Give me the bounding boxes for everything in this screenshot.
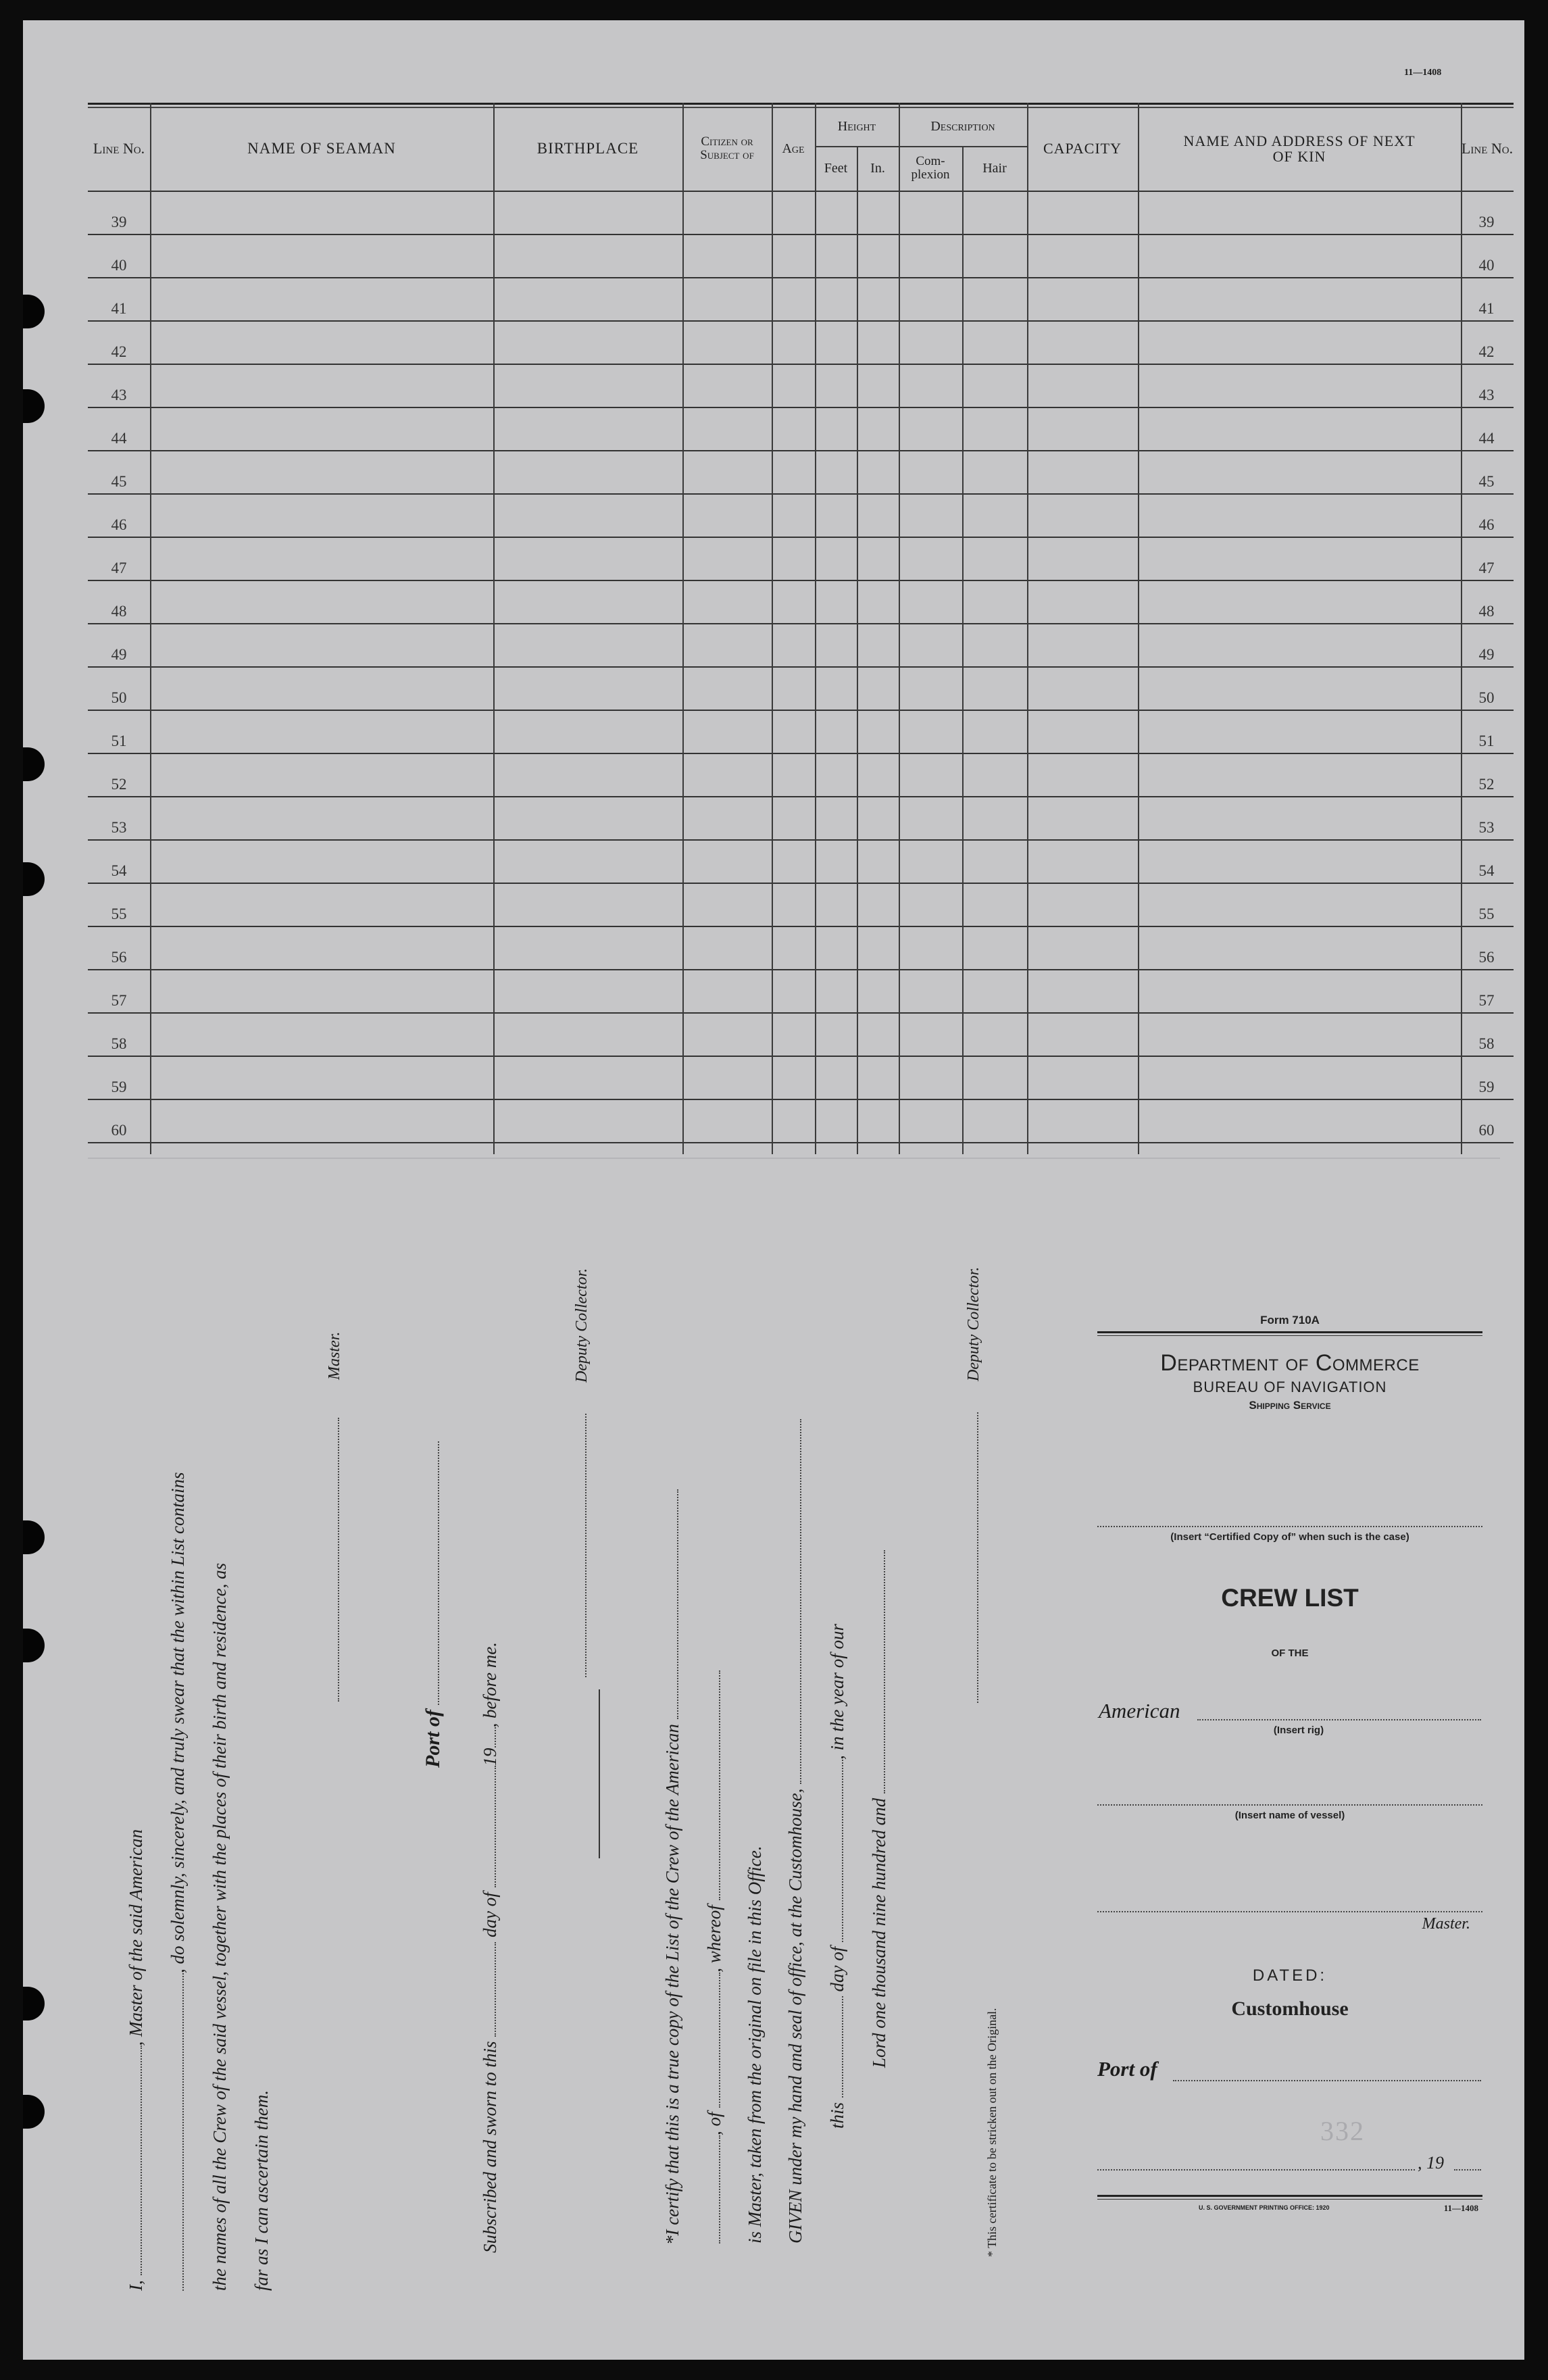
certificate-port-field[interactable]	[704, 1973, 720, 2108]
row-number-left: 60	[111, 1122, 127, 1139]
certificate-line-1	[662, 1724, 682, 2246]
oath-master-name-field[interactable]	[126, 2046, 142, 2276]
row-number-left: 48	[111, 603, 127, 620]
certificate-line-6-text: Lord one thousand nine hundred and	[869, 1798, 889, 2068]
shipping-service: Shipping Service	[1249, 1399, 1331, 1412]
fold-line	[88, 1158, 1500, 1159]
row-number-right: 52	[1478, 776, 1495, 793]
col-divider	[493, 103, 495, 1154]
row-number-right: 55	[1478, 906, 1495, 922]
insert-vessel-note: (Insert name of vessel)	[1234, 1810, 1345, 1821]
section-divider	[599, 1689, 600, 1858]
form-code-top: 11—1408	[1404, 68, 1442, 78]
certificate-line-4	[785, 1788, 805, 2244]
row-number-right: 51	[1478, 733, 1495, 749]
table-row	[88, 320, 1514, 322]
crew-table	[88, 103, 1514, 1154]
oath-deputy-signature	[570, 1268, 591, 1678]
col-divider	[150, 103, 151, 1154]
header-capacity: CAPACITY	[1043, 140, 1122, 157]
certificate-master-field[interactable]	[704, 1671, 720, 1901]
col-divider	[772, 103, 773, 1154]
row-number-right: 45	[1478, 473, 1495, 490]
port-of-field[interactable]	[423, 1441, 439, 1705]
row-number-left: 40	[111, 257, 127, 274]
row-number-right: 49	[1478, 646, 1495, 663]
row-number-right: 53	[1478, 819, 1495, 836]
oath-line-2-text: , do solemnly, sincerely, and truly swear that the within List contains	[168, 1472, 188, 1973]
row-number-right: 43	[1478, 387, 1495, 403]
customhouse-label: Customhouse	[1231, 1998, 1349, 2020]
punch-hole	[23, 1520, 45, 1554]
oath-line-4-text: far as I can ascertain them.	[251, 2090, 272, 2291]
crew-list-title: CREW LIST	[1221, 1584, 1359, 1612]
port-of-label: Port of	[422, 1710, 444, 1768]
header-feet: Feet	[824, 160, 848, 176]
punch-hole	[23, 389, 45, 423]
nineteen-label: 19	[480, 1747, 500, 1766]
dated-label: DATED:	[1252, 1966, 1328, 1985]
certificate-footnote-text: * This certificate to be stricken out on the Original.	[985, 2008, 999, 2257]
col-divider	[815, 103, 816, 1154]
table-row	[88, 839, 1514, 841]
table-row	[88, 796, 1514, 797]
document-page	[23, 20, 1524, 2360]
certificate-day-of-label: day of	[827, 1946, 847, 1992]
table-row	[88, 1142, 1514, 1143]
subscribed-text: Subscribed and sworn to this	[480, 2041, 500, 2253]
form-number: Form 710A	[1260, 1314, 1320, 1327]
date-field[interactable]	[1097, 2169, 1415, 2171]
certificate-of-label: , of	[704, 2112, 724, 2135]
form-panel	[1097, 1311, 1482, 2230]
header-line-no: Line No.	[93, 140, 145, 157]
col-divider	[1461, 103, 1462, 1154]
port-of-entry-field[interactable]	[1173, 2080, 1481, 2081]
row-number-left: 44	[111, 430, 127, 447]
row-number-left: 51	[111, 733, 127, 749]
header-hair: Hair	[982, 160, 1007, 176]
header-inches: In.	[870, 160, 885, 176]
row-number-left: 57	[111, 992, 127, 1009]
deputy-signature-field[interactable]	[570, 1414, 586, 1677]
header-bottom-rule	[88, 191, 1514, 192]
certificate-line-2	[704, 1905, 724, 2244]
row-number-left: 54	[111, 862, 127, 879]
punch-hole	[23, 1987, 45, 2020]
certificate-line-4-text: GIVEN under my hand and seal of office, at the Customhouse,	[785, 1788, 805, 2243]
header-line-no-right: Line No.	[1461, 140, 1514, 157]
panel-bottom-rule	[1097, 2195, 1482, 2197]
row-number-right: 41	[1478, 300, 1495, 317]
table-row	[88, 969, 1514, 970]
row-number-right: 48	[1478, 603, 1495, 620]
certificate-rig-field[interactable]	[704, 2135, 720, 2243]
oath-line-1-a: I,	[126, 2280, 146, 2291]
certificate-deputy-label: Deputy Collector.	[965, 1266, 982, 1381]
row-number-right: 50	[1478, 689, 1495, 706]
header-age: Age	[782, 141, 805, 156]
certified-copy-field[interactable]	[1097, 1526, 1482, 1527]
oath-line-3-text: the names of all the Crew of the said vessel, together with the places of their birth and residence, as	[209, 1562, 230, 2291]
certificate-customhouse-field[interactable]	[785, 1419, 801, 1784]
row-number-right: 58	[1478, 1035, 1495, 1052]
row-number-right: 59	[1478, 1079, 1495, 1095]
table-row	[88, 710, 1514, 711]
table-row	[88, 450, 1514, 451]
table-row	[88, 364, 1514, 365]
certified-copy-note: (Insert “Certified Copy of” when such is the case)	[1170, 1531, 1409, 1543]
master-name-field[interactable]	[1097, 1911, 1482, 1912]
row-number-left: 58	[111, 1035, 127, 1052]
table-row	[88, 666, 1514, 668]
table-row	[88, 1099, 1514, 1100]
row-number-left: 41	[111, 300, 127, 317]
table-row	[88, 493, 1514, 495]
table-row	[88, 753, 1514, 754]
oath-vessel-name-field[interactable]	[168, 1973, 184, 2291]
header-description: Description	[930, 118, 995, 134]
table-row	[88, 926, 1514, 927]
master-caption: Master.	[1422, 1915, 1470, 1933]
year-prefix: , 19	[1418, 2153, 1444, 2173]
row-number-left: 43	[111, 387, 127, 403]
certificate-this-label: this	[827, 2102, 847, 2129]
port-of-caption: Port of	[1097, 2057, 1157, 2081]
row-number-right: 42	[1478, 343, 1495, 360]
row-number-right: 44	[1478, 430, 1495, 447]
subscribed-month-field[interactable]	[480, 1766, 496, 1887]
punch-hole	[23, 1629, 45, 1662]
certificate-footnote	[985, 2008, 999, 2258]
form-code-bottom: 11—1408	[1443, 2203, 1478, 2213]
row-number-left: 42	[111, 343, 127, 360]
subscribed-year-field[interactable]	[480, 1727, 496, 1747]
subscribed-day-field[interactable]	[480, 1942, 496, 2037]
table-row	[88, 623, 1514, 624]
table-top-rule	[88, 103, 1514, 105]
punch-hole	[23, 747, 45, 781]
printing-office: U. S. GOVERNMENT PRINTING OFFICE: 1920	[1199, 2204, 1330, 2211]
of-the-label: OF THE	[1271, 1647, 1309, 1659]
table-row	[88, 537, 1514, 538]
certificate-day-field[interactable]	[827, 1996, 843, 2098]
table-row	[88, 1012, 1514, 1014]
panel-bottom-rule	[1097, 2199, 1482, 2200]
table-row	[88, 234, 1514, 235]
punch-hole	[23, 2095, 45, 2129]
row-number-left: 53	[111, 819, 127, 836]
before-me-text: , before me.	[480, 1642, 500, 1728]
panel-top-rule	[1097, 1331, 1482, 1333]
col-divider	[1138, 103, 1139, 1154]
col-divider	[857, 146, 858, 1154]
table-row	[88, 407, 1514, 408]
punch-hole	[23, 295, 45, 328]
table-row	[88, 1056, 1514, 1057]
day-of-label: day of	[480, 1892, 500, 1937]
row-number-left: 46	[111, 516, 127, 533]
header-height: Height	[837, 118, 876, 134]
punch-hole	[23, 862, 45, 896]
year-field[interactable]	[1454, 2169, 1481, 2171]
row-number-right: 47	[1478, 560, 1495, 576]
american-label: American	[1099, 1699, 1180, 1722]
row-number-left: 47	[111, 560, 127, 576]
insert-rig-note: (Insert rig)	[1273, 1725, 1324, 1736]
table-row	[88, 580, 1514, 581]
certificate-year-label: , in the year of our	[827, 1624, 847, 1760]
master-label: Master.	[326, 1331, 343, 1380]
certificate-month-field[interactable]	[827, 1760, 843, 1942]
header-complexion: Com-plexion	[911, 154, 950, 182]
panel-top-rule	[1097, 1335, 1482, 1336]
col-divider	[899, 103, 900, 1154]
header-birthplace: BIRTHPLACE	[536, 139, 639, 157]
oath-line-1-b: , Master of the said American	[126, 1829, 146, 2046]
certificate-line-3-text: is Master, taken from the original on file in this Office.	[745, 1845, 765, 2243]
rig-field[interactable]	[1197, 1719, 1481, 1720]
bureau-title: BUREAU OF NAVIGATION	[1193, 1379, 1387, 1395]
col-divider	[962, 146, 964, 1154]
col-divider	[682, 103, 684, 1154]
header-name-of-seaman: NAME OF SEAMAN	[247, 139, 396, 157]
row-number-left: 50	[111, 689, 127, 706]
faint-stamp: 332	[1320, 2116, 1365, 2146]
certificate-deputy-signature	[962, 1266, 982, 1704]
certificate-vessel-field[interactable]	[662, 1489, 678, 1719]
row-number-left: 52	[111, 776, 127, 793]
row-number-left: 59	[111, 1079, 127, 1095]
deputy-collector-label: Deputy Collector.	[573, 1268, 591, 1383]
row-number-right: 57	[1478, 992, 1495, 1009]
row-number-right: 39	[1478, 214, 1495, 230]
row-number-right: 46	[1478, 516, 1495, 533]
row-number-right: 40	[1478, 257, 1495, 274]
header-next-of-kin: NAME AND ADDRESS OF NEXT OF KIN	[1183, 132, 1416, 165]
certificate-year-field[interactable]	[869, 1550, 885, 1793]
certificate-deputy-field[interactable]	[962, 1412, 978, 1703]
col-divider	[1027, 103, 1028, 1154]
vessel-name-field[interactable]	[1097, 1804, 1482, 1806]
row-number-left: 49	[111, 646, 127, 663]
department-title: Department of Commerce	[1160, 1350, 1420, 1376]
table-row	[88, 277, 1514, 278]
master-signature-field[interactable]	[323, 1418, 339, 1702]
row-number-right: 60	[1478, 1122, 1495, 1139]
certificate-line-1-text: *I certify that this is a true copy of the List of the Crew of the American	[662, 1724, 682, 2245]
table-row	[88, 883, 1514, 884]
row-number-right: 54	[1478, 862, 1495, 879]
header-citizen: Citizen or Subject of	[700, 134, 754, 162]
row-number-right: 56	[1478, 949, 1495, 966]
row-number-left: 55	[111, 906, 127, 922]
row-number-left: 56	[111, 949, 127, 966]
row-number-left: 45	[111, 473, 127, 490]
certificate-whereof-label: , whereof	[704, 1905, 724, 1973]
row-number-left: 39	[111, 214, 127, 230]
